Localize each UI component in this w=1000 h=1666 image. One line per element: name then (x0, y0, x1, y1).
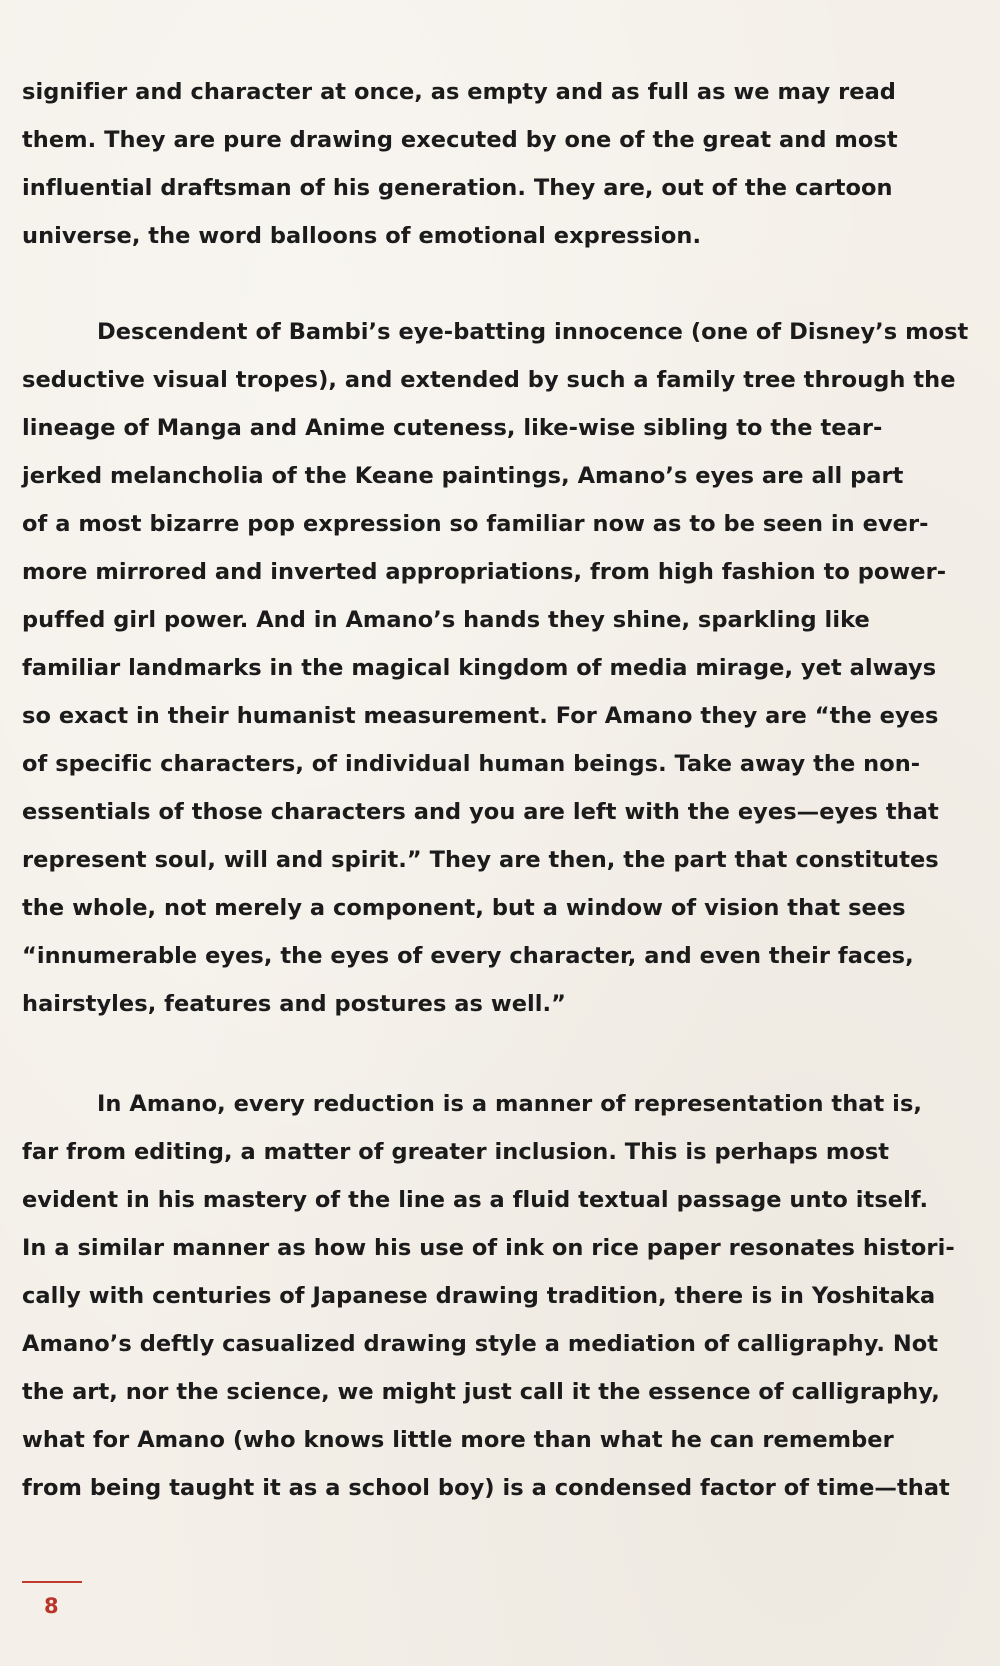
text-line: what for Amano (who knows little more than what he can remember (22, 1427, 894, 1453)
text-line: “innumerable eyes, the eyes of every character, and even their faces, (22, 943, 914, 969)
paragraph-2 (22, 308, 982, 1028)
text-line: essentials of those characters and you are left with the eyes—eyes that (22, 799, 939, 825)
text-line: hairstyles, features and postures as well.” (22, 991, 566, 1017)
text-line: jerked melancholia of the Keane paintings, Amano’s eyes are all part (22, 463, 904, 489)
text-line: the whole, not merely a component, but a window of vision that sees (22, 895, 906, 921)
paragraph-3 (22, 1080, 982, 1512)
text-line: evident in his mastery of the line as a fluid textual passage unto itself. (22, 1187, 929, 1213)
text-line: from being taught it as a school boy) is a condensed factor of time—that (22, 1475, 950, 1501)
text-line: influential draftsman of his generation. They are, out of the cartoon (22, 175, 893, 201)
text-line: puffed girl power. And in Amano’s hands they shine, sparkling like (22, 607, 870, 633)
text-line: familiar landmarks in the magical kingdom of media mirage, yet always (22, 655, 937, 681)
text-line: universe, the word balloons of emotional expression. (22, 223, 702, 249)
footer-rule (22, 1581, 82, 1583)
text-line: of specific characters, of individual human beings. Take away the non- (22, 751, 921, 777)
text-line: In a similar manner as how his use of ink on rice paper resonates histori- (22, 1235, 955, 1261)
text-line: seductive visual tropes), and extended by such a family tree through the (22, 367, 956, 393)
text-line: Amano’s deftly casualized drawing style a mediation of calligraphy. Not (22, 1331, 939, 1357)
text-line: far from editing, a matter of greater inclusion. This is perhaps most (22, 1139, 890, 1165)
text-line: In Amano, every reduction is a manner of representation that is, (97, 1091, 922, 1117)
text-line: represent soul, will and spirit.” They are then, the part that constitutes (22, 847, 939, 873)
paragraph-1 (22, 68, 982, 260)
text-line: more mirrored and inverted appropriations, from high fashion to power- (22, 559, 947, 585)
text-line: the art, nor the science, we might just call it the essence of calligraphy, (22, 1379, 940, 1405)
text-line: cally with centuries of Japanese drawing tradition, there is in Yoshitaka (22, 1283, 936, 1309)
text-line: them. They are pure drawing executed by one of the great and most (22, 127, 898, 153)
text-line: signifier and character at once, as empty and as full as we may read (22, 79, 896, 105)
text-line: lineage of Manga and Anime cuteness, like-wise sibling to the tear- (22, 415, 883, 441)
text-line: of a most bizarre pop expression so familiar now as to be seen in ever- (22, 511, 929, 537)
text-line: Descendent of Bambi’s eye-batting innocence (one of Disney’s most (97, 319, 969, 345)
text-line: so exact in their humanist measurement. For Amano they are “the eyes (22, 703, 939, 729)
page-number: 8 (44, 1594, 59, 1618)
